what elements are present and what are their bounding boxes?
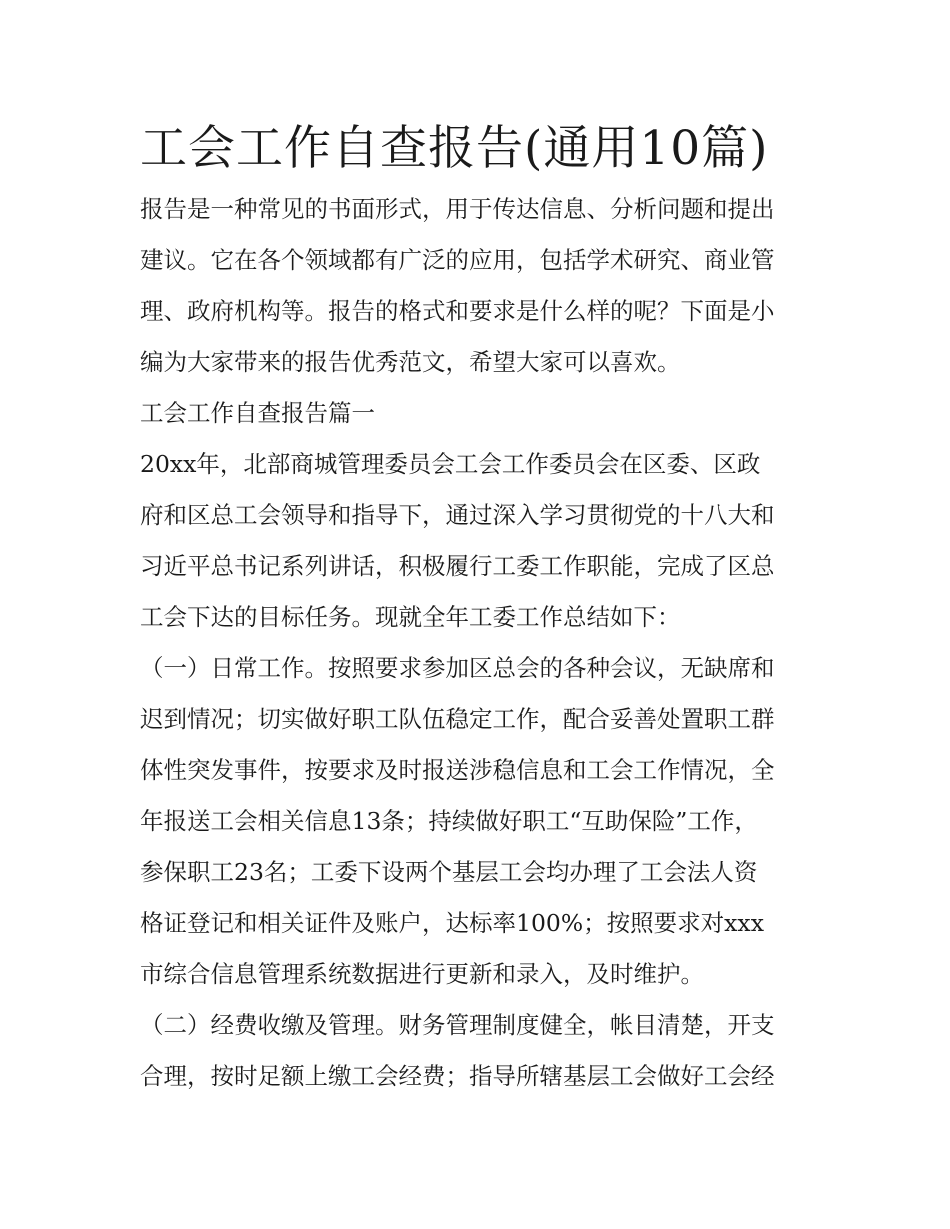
text-line: 编为大家带来的报告优秀范文，希望大家可以喜欢。 (140, 348, 681, 376)
text-line: 参保职工23名；工委下设两个基层工会均办理了工会法人资 (140, 858, 758, 886)
section-heading-text: 工会工作自查报告篇一 (140, 399, 375, 427)
text-line: 工会下达的目标任务。现就全年工委工作总结如下： (140, 603, 681, 631)
document-page (140, 118, 820, 1102)
text-line: 格证登记和相关证件及账户，达标率100%；按照要求对xxx (140, 909, 764, 937)
document-title: 工会工作自查报告(通用10篇) (140, 121, 769, 176)
text-line: 年报送工会相关信息13条；持续做好职工“互助保险”工作， (140, 807, 758, 835)
text-line: （一）日常工作。按照要求参加区总会的各种会议，无缺席和 (140, 654, 775, 682)
section-heading (140, 388, 820, 439)
paragraph-daily-work (140, 643, 820, 1000)
paragraph-summary (140, 439, 820, 643)
text-line: 建议。它在各个领域都有广泛的应用，包括学术研究、商业管 (140, 246, 775, 274)
text-line: 合理，按时足额上缴工会经费；指导所辖基层工会做好工会经 (140, 1062, 775, 1090)
text-line: （二）经费收缴及管理。财务管理制度健全，帐目清楚，开支 (140, 1011, 775, 1039)
text-line: 报告是一种常见的书面形式，用于传达信息、分析问题和提出 (140, 195, 775, 223)
intro-paragraph (140, 184, 820, 388)
paragraph-funds (140, 1000, 820, 1102)
text-line: 体性突发事件，按要求及时报送涉稳信息和工会工作情况，全 (140, 756, 775, 784)
text-line: 府和区总工会领导和指导下，通过深入学习贯彻党的十八大和 (140, 501, 775, 529)
text-line: 市综合信息管理系统数据进行更新和录入，及时维护。 (140, 960, 704, 988)
text-line: 20xx年，北部商城管理委员会工会工作委员会在区委、区政 (140, 450, 761, 478)
text-line: 习近平总书记系列讲话，积极履行工委工作职能，完成了区总 (140, 552, 775, 580)
text-line: 迟到情况；切实做好职工队伍稳定工作，配合妥善处置职工群 (140, 705, 775, 733)
text-line: 理、政府机构等。报告的格式和要求是什么样的呢？下面是小 (140, 297, 775, 325)
